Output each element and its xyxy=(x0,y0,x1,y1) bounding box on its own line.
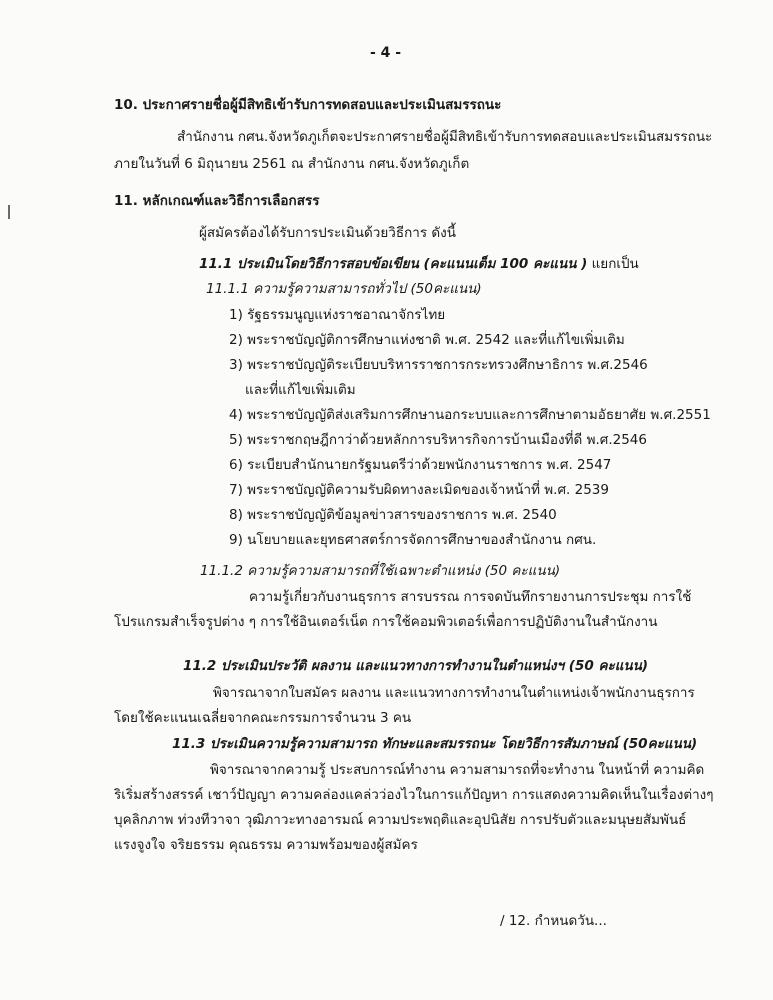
section-11-3-body-line1: พิจารณาจากความรู้ ประสบการณ์ทำงาน ความสามารถที่จะทำงาน ในหน้าที่ ความคิด xyxy=(210,762,705,778)
scan-margin-mark xyxy=(8,205,10,219)
section-11-2-body-line2: โดยใช้คะแนนเฉลี่ยจากคณะกรรมการจำนวน 3 คน xyxy=(114,710,412,726)
list-item-continuation: และที่แก้ไขเพิ่มเติม xyxy=(245,382,356,398)
continuation-note: / 12. กำหนดวัน... xyxy=(500,913,607,929)
section-11-1-heading-tail: แยกเป็น xyxy=(587,256,639,272)
section-11-3-heading: 11.3 ประเมินความรู้ความสามารถ ทักษะและสมรรถนะ โดยวิธีการสัมภาษณ์ (50คะแนน) xyxy=(172,736,698,752)
list-item: 7) พระราชบัญญัติความรับผิดทางละเมิดของเจ้าหน้าที่ พ.ศ. 2539 xyxy=(229,482,609,498)
section-11-2-heading: 11.2 ประเมินประวัติ ผลงาน และแนวทางการทำงานในตำแหน่งฯ (50 คะแนน) xyxy=(183,658,649,674)
list-item: 6) ระเบียบสำนักนายกรัฐมนตรีว่าด้วยพนักงานราชการ พ.ศ. 2547 xyxy=(229,457,612,473)
section-11-1-2-body-line2: โปรแกรมสำเร็จรูปต่าง ๆ การใช้อินเตอร์เน็ต การใช้คอมพิวเตอร์เพื่อการปฏิบัติงานในสำนักงาน xyxy=(114,614,658,630)
section-11-intro: ผู้สมัครต้องได้รับการประเมินด้วยวิธีการ ดังนี้ xyxy=(199,225,456,241)
list-item: 3) พระราชบัญญัติระเบียบบริหารราชการกระทรวงศึกษาธิการ พ.ศ.2546 xyxy=(229,357,648,373)
section-11-1-1-heading: 11.1.1 ความรู้ความสามารถทั่วไป (50คะแนน) xyxy=(206,281,482,297)
section-11-1-2-heading: 11.1.2 ความรู้ความสามารถที่ใช้เฉพาะตำแหน่ง (50 คะแนน) xyxy=(200,563,561,579)
section-11-1-heading xyxy=(199,255,639,273)
section-10-body-line1: สำนักงาน กศน.จังหวัดภูเก็ตจะประกาศรายชื่อผู้มีสิทธิเข้ารับการทดสอบและประเมินสมรรถนะ xyxy=(177,129,713,145)
page-number: - 4 - xyxy=(370,45,402,61)
list-item: 2) พระราชบัญญัติการศึกษาแห่งชาติ พ.ศ. 2542 และที่แก้ไขเพิ่มเติม xyxy=(229,332,625,348)
list-item: 4) พระราชบัญญัติส่งเสริมการศึกษานอกระบบและการศึกษาตามอัธยาศัย พ.ศ.2551 xyxy=(229,407,711,423)
section-10-heading: 10. ประกาศรายชื่อผู้มีสิทธิเข้ารับการทดสอบและประเมินสมรรถนะ xyxy=(114,97,502,113)
list-item: 1) รัฐธรรมนูญแห่งราชอาณาจักรไทย xyxy=(229,307,446,323)
section-11-3-body-line3: บุคลิกภาพ ท่วงทีวาจา วุฒิภาวะทางอารมณ์ ความประพฤติและอุปนิสัย การปรับตัวและมนุษยสัมพันธ์ xyxy=(114,812,687,828)
section-11-3-body-line4: แรงจูงใจ จริยธรรม คุณธรรม ความพร้อมของผู้สมัคร xyxy=(114,837,418,853)
section-11-2-body-line1: พิจารณาจากใบสมัคร ผลงาน และแนวทางการทำงานในตำแหน่งเจ้าพนักงานธุรการ xyxy=(213,685,695,701)
list-item: 8) พระราชบัญญัติข้อมูลข่าวสารของราชการ พ.ศ. 2540 xyxy=(229,507,557,523)
section-11-heading: 11. หลักเกณฑ์และวิธีการเลือกสรร xyxy=(114,193,320,209)
section-11-1-heading-main: 11.1 ประเมินโดยวิธีการสอบข้อเขียน (คะแนนเต็ม 100 คะแนน ) xyxy=(199,256,588,272)
list-item: 9) นโยบายและยุทธศาสตร์การจัดการศึกษาของสำนักงาน กศน. xyxy=(229,532,597,548)
section-10-body-line2: ภายในวันที่ 6 มิถุนายน 2561 ณ สำนักงาน กศน.จังหวัดภูเก็ต xyxy=(114,156,470,172)
section-11-1-2-body-line1: ความรู้เกี่ยวกับงานธุรการ สารบรรณ การจดบันทึกรายงานการประชุม การใช้ xyxy=(249,589,692,605)
list-item: 5) พระราชกฤษฎีกาว่าด้วยหลักการบริหารกิจการบ้านเมืองที่ดี พ.ศ.2546 xyxy=(229,432,647,448)
section-11-3-body-line2: ริเริ่มสร้างสรรค์ เชาว์ปัญญา ความคล่องแคล่วว่องไวในการแก้ปัญหา การแสดงความคิดเห็นในเรื่องต่างๆ xyxy=(114,787,714,803)
